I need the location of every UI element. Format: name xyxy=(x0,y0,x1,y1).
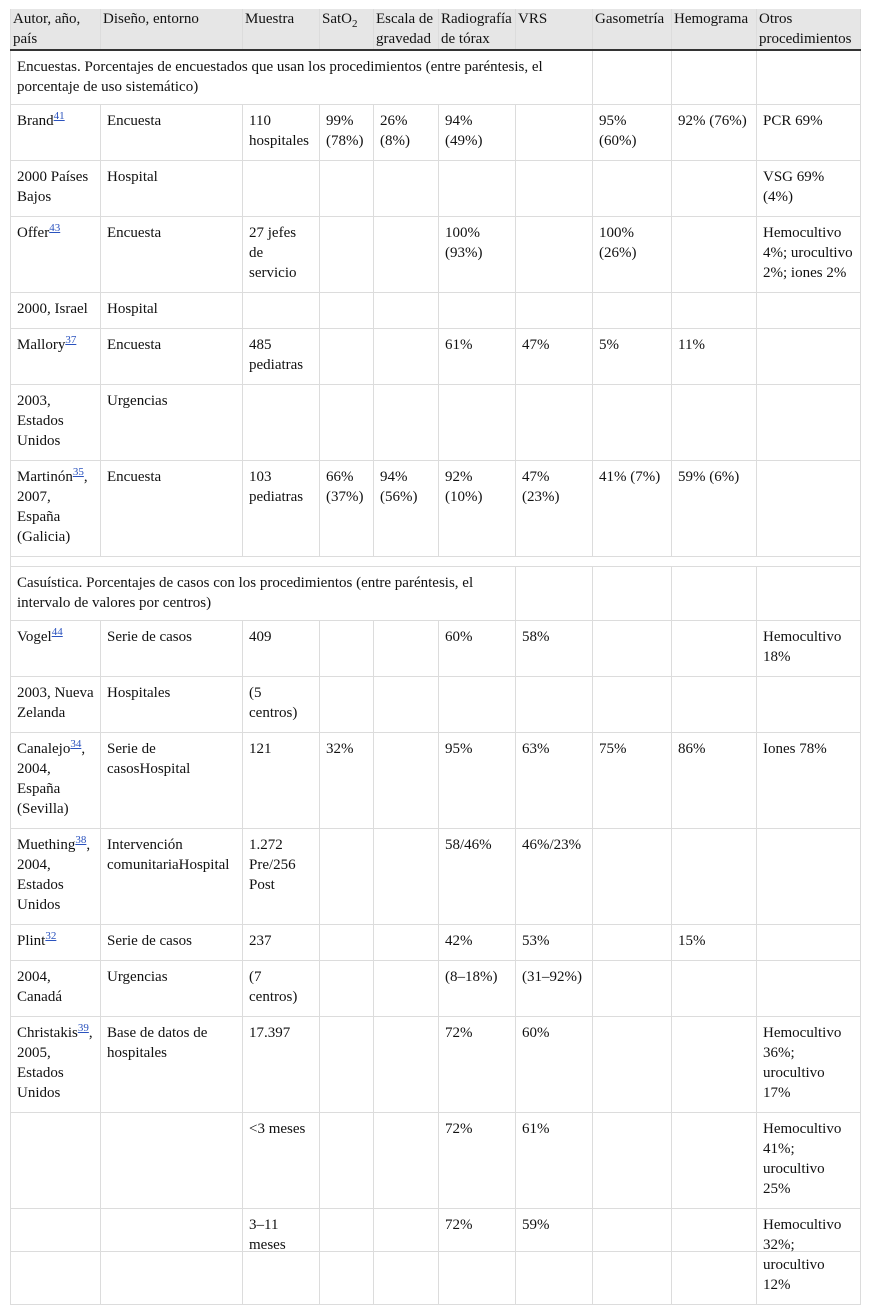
table-cell: Hemocultivo 4%; urocultivo 2%; iones 2% xyxy=(757,217,861,293)
section-header-row xyxy=(11,50,861,105)
table-cell xyxy=(11,1113,101,1209)
column-header xyxy=(320,9,374,50)
author-name: Plint xyxy=(17,933,46,949)
table-cell: 75% xyxy=(593,733,672,829)
table-cell: 3–11 meses xyxy=(243,1209,320,1305)
table-cell: (8–18%) xyxy=(439,961,516,1017)
table-cell xyxy=(374,217,439,293)
table-cell xyxy=(374,925,439,961)
table-cell xyxy=(672,1113,757,1209)
table-cell: 60% xyxy=(516,1017,593,1113)
table-row xyxy=(11,329,861,385)
table-cell: 485 pediatras xyxy=(243,329,320,385)
table-cell xyxy=(672,50,757,105)
table-cell: 2000 Países Bajos xyxy=(11,161,101,217)
table-cell: Hospital xyxy=(101,161,243,217)
table-cell: Urgencias xyxy=(101,961,243,1017)
table-cell: Serie de casos xyxy=(101,621,243,677)
table-cell: 237 xyxy=(243,925,320,961)
table-cell: 61% xyxy=(516,1113,593,1209)
table-cell: 53% xyxy=(516,925,593,961)
column-header xyxy=(516,9,593,50)
table-cell: 95% xyxy=(439,733,516,829)
table-cell: Hemocultivo 32%; urocultivo 12% xyxy=(757,1209,861,1305)
table-cell xyxy=(757,925,861,961)
table-cell xyxy=(672,567,757,621)
table-row xyxy=(11,925,861,961)
table-row xyxy=(11,733,861,829)
column-header-label: Muestra xyxy=(245,11,295,27)
table-cell xyxy=(320,677,374,733)
table-cell xyxy=(243,385,320,461)
table-cell: 92% (76%) xyxy=(672,105,757,161)
table-cell xyxy=(593,961,672,1017)
table-cell: 61% xyxy=(439,329,516,385)
table-cell: 121 xyxy=(243,733,320,829)
table-cell xyxy=(320,293,374,329)
spacer-cell xyxy=(11,557,861,567)
table-cell xyxy=(11,329,101,385)
table-row xyxy=(11,829,861,925)
table-cell xyxy=(11,621,101,677)
table-body xyxy=(11,50,861,1305)
table-cell: 2000, Israel xyxy=(11,293,101,329)
column-header-label: Escala de gravedad xyxy=(376,11,434,47)
table-cell xyxy=(11,1209,101,1305)
table-cell xyxy=(593,621,672,677)
table-row xyxy=(11,161,861,217)
table-cell xyxy=(320,925,374,961)
table-cell xyxy=(11,733,101,829)
table-cell xyxy=(593,677,672,733)
table-row xyxy=(11,461,861,557)
reference-link[interactable]: 43 xyxy=(49,222,61,234)
table-cell xyxy=(516,161,593,217)
table-row xyxy=(11,677,861,733)
table-cell: 11% xyxy=(672,329,757,385)
table-cell: Base de datos de hospitales xyxy=(101,1017,243,1113)
table-cell xyxy=(11,105,101,161)
table-cell xyxy=(320,161,374,217)
table-cell xyxy=(374,961,439,1017)
table-cell xyxy=(672,829,757,925)
table-cell xyxy=(11,217,101,293)
author-details: , 2004, Estados Unidos xyxy=(17,837,91,913)
table-cell xyxy=(439,385,516,461)
table-row xyxy=(11,385,861,461)
table-cell: (31–92%) xyxy=(516,961,593,1017)
table-cell xyxy=(439,677,516,733)
table-cell xyxy=(243,293,320,329)
table-cell xyxy=(593,925,672,961)
table-cell: Encuesta xyxy=(101,105,243,161)
table-cell xyxy=(757,385,861,461)
table-cell xyxy=(757,293,861,329)
procedures-table xyxy=(10,9,861,1305)
table-cell xyxy=(516,217,593,293)
reference-link[interactable]: 37 xyxy=(65,334,77,346)
table-cell xyxy=(320,385,374,461)
table-cell xyxy=(672,621,757,677)
table-cell: 100% (93%) xyxy=(439,217,516,293)
author-name: Christakis xyxy=(17,1025,78,1041)
table-cell xyxy=(672,293,757,329)
table-cell: PCR 69% xyxy=(757,105,861,161)
author-name: Mallory xyxy=(17,337,66,353)
reference-link[interactable]: 38 xyxy=(75,834,87,846)
author-name: Martinón xyxy=(17,469,73,485)
table-cell xyxy=(374,677,439,733)
table-cell xyxy=(374,329,439,385)
column-header xyxy=(672,9,757,50)
table-row xyxy=(11,293,861,329)
table-cell xyxy=(593,567,672,621)
table-row xyxy=(11,217,861,293)
table-cell: 103 pediatras xyxy=(243,461,320,557)
table-cell xyxy=(757,50,861,105)
table-cell xyxy=(757,329,861,385)
table-cell xyxy=(374,733,439,829)
table-cell: 86% xyxy=(672,733,757,829)
column-header xyxy=(593,9,672,50)
table-cell: Hospital xyxy=(101,293,243,329)
table-cell xyxy=(320,329,374,385)
table-cell xyxy=(516,677,593,733)
column-header-subscript: 2 xyxy=(352,18,358,30)
reference-link[interactable]: 35 xyxy=(72,466,84,478)
table-cell: Encuesta xyxy=(101,461,243,557)
column-header xyxy=(757,9,861,50)
table-header-row xyxy=(11,9,861,50)
table-cell: 46%/23% xyxy=(516,829,593,925)
table-cell: Hemocultivo 18% xyxy=(757,621,861,677)
table-cell xyxy=(320,621,374,677)
reference-link[interactable]: 34 xyxy=(70,738,82,750)
table-cell xyxy=(593,161,672,217)
table-cell xyxy=(11,461,101,557)
table-cell xyxy=(374,161,439,217)
table-cell xyxy=(439,161,516,217)
table-row xyxy=(11,961,861,1017)
author-name: Vogel xyxy=(17,629,52,645)
table-cell: Urgencias xyxy=(101,385,243,461)
table-cell: 58/46% xyxy=(439,829,516,925)
table-cell xyxy=(374,621,439,677)
section-header-cell: Encuestas. Porcentajes de encuestados que usan los procedimientos (entre paréntesis, el porcentaje de uso sistemático) xyxy=(11,50,593,105)
column-header xyxy=(101,9,243,50)
table-cell: 66% (37%) xyxy=(320,461,374,557)
author-name: Brand xyxy=(17,113,54,129)
table-cell: 63% xyxy=(516,733,593,829)
column-header-label: SatO xyxy=(322,11,352,27)
table-cell: 110 hospitales xyxy=(243,105,320,161)
column-header xyxy=(11,9,101,50)
table-cell xyxy=(101,1113,243,1209)
table-cell: 409 xyxy=(243,621,320,677)
table-cell xyxy=(672,385,757,461)
table-cell xyxy=(11,925,101,961)
author-name: Muething xyxy=(17,837,76,853)
table-cell xyxy=(11,829,101,925)
table-cell xyxy=(757,461,861,557)
reference-link[interactable]: 44 xyxy=(51,626,63,638)
author-details: , 2004, España (Sevilla) xyxy=(17,741,86,817)
table-cell: Iones 78% xyxy=(757,733,861,829)
table-row xyxy=(11,1017,861,1113)
table-cell: <3 meses xyxy=(243,1113,320,1209)
table-cell: 94% (56%) xyxy=(374,461,439,557)
table-cell xyxy=(593,1113,672,1209)
table-cell: 72% xyxy=(439,1113,516,1209)
table-cell xyxy=(672,961,757,1017)
table-cell: 2003, Estados Unidos xyxy=(11,385,101,461)
table-cell: 100% (26%) xyxy=(593,217,672,293)
column-header xyxy=(374,9,439,50)
table-cell xyxy=(101,1209,243,1305)
table-cell: Serie de casos xyxy=(101,925,243,961)
column-header-label: Diseño, entorno xyxy=(103,11,199,27)
table-cell: 17.397 xyxy=(243,1017,320,1113)
table-cell: Hemocultivo 36%; urocultivo 17% xyxy=(757,1017,861,1113)
table-cell xyxy=(516,385,593,461)
table-cell xyxy=(593,293,672,329)
column-header-label: Autor, año, país xyxy=(13,11,81,47)
table-cell: 47% xyxy=(516,329,593,385)
column-header-label: Gasometría xyxy=(595,11,665,27)
table-cell: 2003, Nueva Zelanda xyxy=(11,677,101,733)
table-cell xyxy=(757,677,861,733)
table-cell xyxy=(757,829,861,925)
column-header-label: Hemograma xyxy=(674,11,749,27)
table-cell xyxy=(516,567,593,621)
table-cell xyxy=(757,961,861,1017)
table-cell xyxy=(672,1017,757,1113)
reference-link[interactable]: 41 xyxy=(53,110,65,122)
author-details: , 2005, Estados Unidos xyxy=(17,1025,93,1101)
table-cell: Intervención comunitariaHospital xyxy=(101,829,243,925)
table-cell xyxy=(672,1209,757,1305)
table-cell xyxy=(243,161,320,217)
table-cell: 60% xyxy=(439,621,516,677)
table-cell: 58% xyxy=(516,621,593,677)
table-cell xyxy=(672,217,757,293)
table-container xyxy=(10,9,860,1293)
table-cell: 1.272 Pre/256 Post xyxy=(243,829,320,925)
table-cell: Hospitales xyxy=(101,677,243,733)
table-cell xyxy=(516,293,593,329)
table-cell: VSG 69% (4%) xyxy=(757,161,861,217)
table-cell: 27 jefes de servicio xyxy=(243,217,320,293)
table-cell: Encuesta xyxy=(101,217,243,293)
column-header-label: Otros procedimientos xyxy=(759,11,852,47)
table-cell: Encuesta xyxy=(101,329,243,385)
table-cell: 32% xyxy=(320,733,374,829)
table-cell xyxy=(593,829,672,925)
table-cell xyxy=(320,961,374,1017)
table-cell xyxy=(320,217,374,293)
table-cell xyxy=(320,1209,374,1305)
table-cell xyxy=(320,829,374,925)
table-cell xyxy=(593,385,672,461)
table-cell: (7 centros) xyxy=(243,961,320,1017)
table-row xyxy=(11,105,861,161)
table-cell: 2004, Canadá xyxy=(11,961,101,1017)
table-cell: 47% (23%) xyxy=(516,461,593,557)
table-cell: 59% (6%) xyxy=(672,461,757,557)
table-cell xyxy=(757,567,861,621)
table-cell: Hemocultivo 41%; urocultivo 25% xyxy=(757,1113,861,1209)
table-cell: 72% xyxy=(439,1017,516,1113)
section-header-cell: Casuística. Porcentajes de casos con los procedimientos (entre paréntesis, el intervalo de valores por centros) xyxy=(11,567,516,621)
table-cell: 5% xyxy=(593,329,672,385)
table-row xyxy=(11,1113,861,1209)
table-cell xyxy=(374,1017,439,1113)
table-cell xyxy=(374,829,439,925)
author-name: Canalejo xyxy=(17,741,71,757)
table-cell: 15% xyxy=(672,925,757,961)
spacer-row xyxy=(11,557,861,567)
table-cell xyxy=(320,1017,374,1113)
table-cell: 94% (49%) xyxy=(439,105,516,161)
table-cell: 26% (8%) xyxy=(374,105,439,161)
table-cell xyxy=(672,161,757,217)
table-cell xyxy=(374,1113,439,1209)
table-cell xyxy=(374,385,439,461)
column-header-label: Radiografía de tórax xyxy=(441,11,512,47)
table-cell xyxy=(593,1209,672,1305)
table-row xyxy=(11,1209,861,1305)
table-cell xyxy=(593,50,672,105)
table-cell: 42% xyxy=(439,925,516,961)
table-cell: 41% (7%) xyxy=(593,461,672,557)
table-cell xyxy=(516,105,593,161)
reference-link[interactable]: 39 xyxy=(77,1022,89,1034)
table-row xyxy=(11,621,861,677)
section-header-row xyxy=(11,567,861,621)
table-cell: 99% (78%) xyxy=(320,105,374,161)
table-cell: 59% xyxy=(516,1209,593,1305)
table-cell xyxy=(320,1113,374,1209)
table-cell xyxy=(11,1017,101,1113)
column-header-label: VRS xyxy=(518,11,548,27)
reference-link[interactable]: 32 xyxy=(45,930,57,942)
table-cell: (5 centros) xyxy=(243,677,320,733)
table-cell xyxy=(439,293,516,329)
column-header xyxy=(243,9,320,50)
column-header xyxy=(439,9,516,50)
table-cell: 72% xyxy=(439,1209,516,1305)
table-cell xyxy=(593,1017,672,1113)
table-cell xyxy=(374,1209,439,1305)
table-cell xyxy=(374,293,439,329)
author-details: , 2007, España (Galicia) xyxy=(17,469,88,545)
table-cell: Serie de casosHospital xyxy=(101,733,243,829)
table-cell: 92% (10%) xyxy=(439,461,516,557)
table-cell xyxy=(672,677,757,733)
author-name: Offer xyxy=(17,225,50,241)
table-cell: 95% (60%) xyxy=(593,105,672,161)
